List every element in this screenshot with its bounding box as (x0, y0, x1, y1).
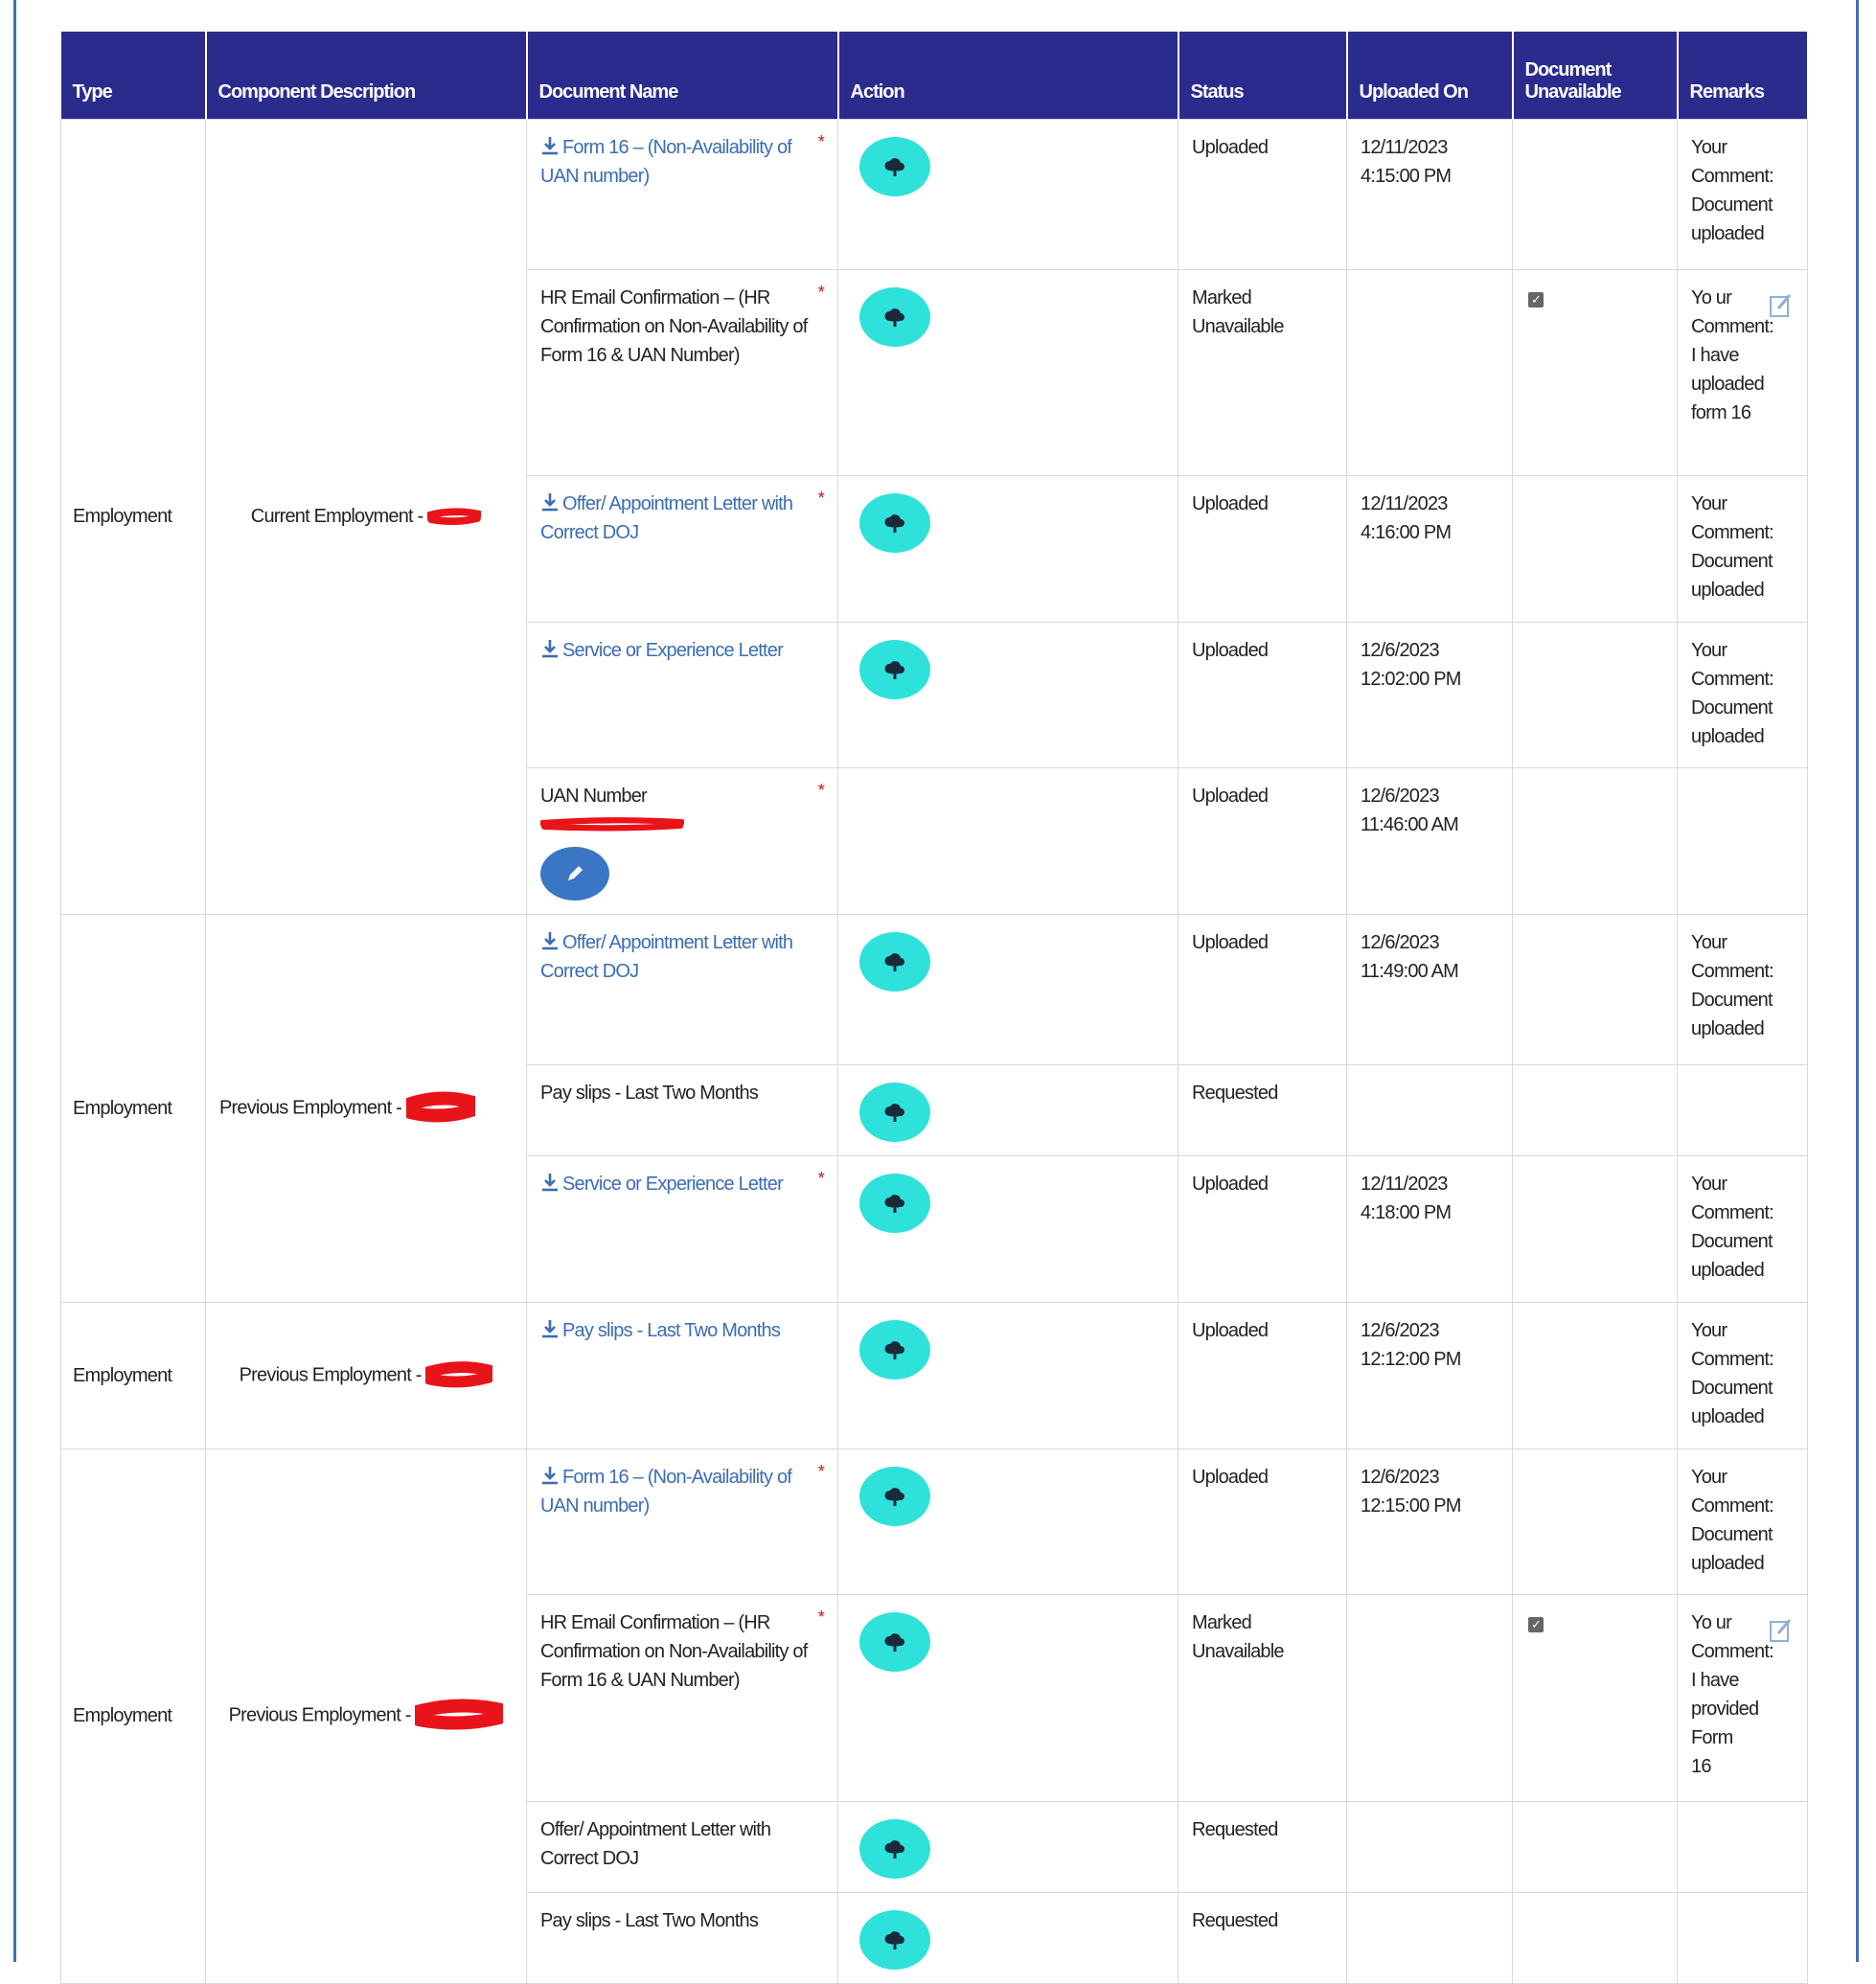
status-text: Uploaded (1192, 1466, 1269, 1488)
uploaded-on-cell (1347, 1594, 1513, 1801)
uploaded-time: 11:49:00 AM (1361, 960, 1459, 982)
uploaded-date: 12/6/2023 (1361, 785, 1439, 807)
document-name: HR Email Confirmation – (HR Confirmation on Non-Availability of Form 16 & UAN Number) (540, 286, 808, 366)
column-header-status: Status (1178, 32, 1347, 119)
remarks-text: Yo ur Comment: I have provided Form 16 (1691, 1611, 1773, 1777)
action-cell (838, 1892, 1178, 1983)
document-name-cell (527, 1064, 838, 1155)
table-row (61, 1448, 1808, 1594)
download-icon[interactable] (540, 1318, 560, 1339)
component-description-cell (206, 914, 527, 1302)
uploaded-on-cell (1347, 622, 1513, 767)
uploaded-time: 11:46:00 AM (1361, 813, 1459, 835)
download-icon[interactable] (540, 638, 560, 659)
required-asterisk: * (817, 282, 824, 302)
document-download-link[interactable]: Form 16 – (Non-Availability of UAN number) (540, 1466, 792, 1517)
document-download-link[interactable]: Form 16 – (Non-Availability of UAN number) (540, 136, 792, 187)
status-cell (1178, 1801, 1347, 1892)
remarks-cell (1678, 622, 1808, 767)
status-cell (1178, 1155, 1347, 1302)
redaction-mark (427, 507, 481, 528)
status-text: Uploaded (1192, 1173, 1269, 1195)
uploaded-time: 12:15:00 PM (1361, 1494, 1461, 1517)
component-description: Previous Employment - (219, 1096, 401, 1118)
document-name-cell (527, 119, 838, 269)
column-header-remarks: Remarks (1678, 32, 1808, 119)
type-cell (61, 1302, 206, 1448)
column-header-action: Action (838, 32, 1178, 119)
status-cell (1178, 1302, 1347, 1448)
redaction-mark (415, 1697, 503, 1735)
uploaded-date: 12/11/2023 (1361, 492, 1448, 514)
document-name-cell (527, 622, 838, 767)
uploaded-on-cell (1347, 1892, 1513, 1983)
uploaded-on-cell (1347, 269, 1513, 475)
uploaded-on-cell (1347, 1302, 1513, 1448)
uploaded-on-cell (1347, 1155, 1513, 1302)
status-text: Uploaded (1192, 136, 1269, 158)
document-unavailable-cell (1513, 119, 1678, 269)
component-description: Current Employment - (250, 506, 423, 527)
component-description: Previous Employment - (239, 1363, 422, 1385)
cloud-upload-icon (883, 1486, 906, 1507)
download-icon[interactable] (540, 930, 560, 951)
action-cell (838, 1155, 1178, 1302)
header-row (61, 32, 1808, 119)
uploaded-date: 12/6/2023 (1361, 1319, 1439, 1341)
column-header-uploaded-on: Uploaded On (1347, 32, 1513, 119)
document-name-cell (527, 1155, 838, 1302)
document-name-cell (527, 269, 838, 475)
document-unavailable-cell (1513, 1594, 1678, 1801)
remarks-cell (1678, 1892, 1808, 1983)
remarks-cell (1678, 269, 1808, 475)
status-cell (1178, 767, 1347, 914)
documents-table (60, 32, 1809, 1984)
document-name: Pay slips - Last Two Months (540, 1082, 759, 1104)
document-name-cell (527, 1801, 838, 1892)
uploaded-date: 12/6/2023 (1361, 639, 1439, 661)
remarks-text: Your Comment: Document uploaded (1691, 492, 1773, 601)
remarks-text: Your Comment: Document uploaded (1691, 1466, 1773, 1574)
document-name: UAN Number (540, 785, 647, 807)
status-text: Marked Unavailable (1192, 286, 1284, 337)
status-text: Uploaded (1192, 785, 1269, 807)
upload-button[interactable] (859, 1819, 930, 1879)
uploaded-on-cell (1347, 914, 1513, 1064)
status-cell (1178, 1448, 1347, 1594)
component-description: Previous Employment - (228, 1704, 411, 1726)
cloud-upload-icon (883, 513, 906, 534)
redaction-mark (425, 1359, 492, 1392)
status-text: Uploaded (1192, 931, 1269, 953)
type-label: Employment (73, 506, 172, 527)
action-cell (838, 767, 1178, 914)
remarks-cell (1678, 1155, 1808, 1302)
action-cell (838, 1302, 1178, 1448)
status-text: Uploaded (1192, 492, 1269, 514)
status-text: Requested (1192, 1909, 1278, 1931)
upload-button[interactable] (859, 1083, 930, 1142)
component-description-cell (206, 119, 527, 914)
document-download-link[interactable]: Service or Experience Letter (562, 1173, 783, 1195)
status-cell (1178, 914, 1347, 1064)
upload-button[interactable] (859, 1174, 930, 1233)
redaction-mark (406, 1089, 475, 1128)
unavailable-checkbox[interactable]: ✓ (1528, 1617, 1544, 1632)
document-unavailable-cell (1513, 1064, 1678, 1155)
component-description-cell (206, 1448, 527, 1983)
type-label: Employment (73, 1097, 172, 1119)
action-cell (838, 1594, 1178, 1801)
document-name-cell (527, 1302, 838, 1448)
remarks-cell (1678, 1302, 1808, 1448)
document-unavailable-cell (1513, 767, 1678, 914)
document-unavailable-cell (1513, 1892, 1678, 1983)
cloud-upload-icon (883, 1339, 906, 1360)
uploaded-on-cell (1347, 475, 1513, 622)
status-cell (1178, 1064, 1347, 1155)
document-name-cell (527, 1892, 838, 1983)
redaction-mark (540, 816, 684, 833)
pencil-icon (563, 862, 586, 885)
remarks-cell (1678, 119, 1808, 269)
upload-button[interactable] (859, 1612, 930, 1672)
remarks-cell (1678, 1448, 1808, 1594)
edit-uan-button[interactable] (540, 847, 609, 901)
document-download-link[interactable]: Service or Experience Letter (562, 639, 783, 661)
remarks-text: Your Comment: Document uploaded (1691, 639, 1773, 747)
remarks-cell (1678, 1064, 1808, 1155)
column-header-document-name: Document Name (527, 32, 838, 119)
document-download-link[interactable]: Offer/ Appointment Letter with Correct DOJ (540, 931, 793, 982)
table-row (61, 914, 1808, 1064)
uploaded-date: 12/11/2023 (1361, 136, 1448, 158)
uploaded-time: 4:16:00 PM (1361, 521, 1452, 543)
table-row (61, 119, 1808, 269)
cloud-upload-icon (883, 307, 906, 328)
upload-button[interactable] (859, 1467, 930, 1526)
uploaded-time: 12:02:00 PM (1361, 668, 1461, 690)
action-cell (838, 1448, 1178, 1594)
document-name: Pay slips - Last Two Months (540, 1909, 759, 1931)
status-text: Uploaded (1192, 639, 1269, 661)
uploaded-date: 12/11/2023 (1361, 1173, 1448, 1195)
document-unavailable-cell (1513, 475, 1678, 622)
document-name: Offer/ Appointment Letter with Correct DOJ (540, 1818, 771, 1869)
column-header-type: Type (61, 32, 206, 119)
cloud-upload-icon (883, 1193, 906, 1214)
document-name: HR Email Confirmation – (HR Confirmation on Non-Availability of Form 16 & UAN Number) (540, 1611, 808, 1691)
upload-button[interactable] (859, 932, 930, 992)
uploaded-date: 12/6/2023 (1361, 1466, 1439, 1488)
required-asterisk: * (817, 1461, 824, 1481)
cloud-upload-icon (883, 659, 906, 680)
uploaded-on-cell (1347, 1448, 1513, 1594)
upload-button[interactable] (859, 640, 930, 699)
action-cell (838, 622, 1178, 767)
document-unavailable-cell (1513, 1155, 1678, 1302)
document-name-cell (527, 1594, 838, 1801)
action-cell (838, 269, 1178, 475)
status-cell (1178, 1594, 1347, 1801)
uploaded-date: 12/6/2023 (1361, 931, 1439, 953)
document-name-cell (527, 767, 838, 914)
column-header-component-description: Component Description (206, 32, 527, 119)
remarks-cell (1678, 1594, 1808, 1801)
remarks-text: Your Comment: Document uploaded (1691, 1173, 1773, 1281)
type-cell (61, 914, 206, 1302)
upload-button[interactable] (859, 287, 930, 347)
document-unavailable-cell (1513, 1801, 1678, 1892)
document-download-link[interactable]: Pay slips - Last Two Months (562, 1319, 781, 1341)
download-icon[interactable] (540, 491, 560, 513)
uploaded-time: 12:12:00 PM (1361, 1348, 1461, 1370)
uploaded-on-cell (1347, 767, 1513, 914)
document-unavailable-cell (1513, 1448, 1678, 1594)
status-cell (1178, 269, 1347, 475)
document-name-cell (527, 914, 838, 1064)
status-text: Marked Unavailable (1192, 1611, 1284, 1662)
edit-remark-icon[interactable] (1769, 1616, 1794, 1643)
action-cell (838, 1801, 1178, 1892)
table-row (61, 1302, 1808, 1448)
download-icon[interactable] (540, 135, 560, 156)
cloud-upload-icon (883, 156, 906, 177)
required-asterisk: * (817, 1607, 824, 1627)
document-unavailable-cell (1513, 622, 1678, 767)
document-name-cell (527, 1448, 838, 1594)
type-label: Employment (73, 1705, 172, 1726)
upload-button[interactable] (859, 493, 930, 553)
action-cell (838, 1064, 1178, 1155)
document-unavailable-cell (1513, 269, 1678, 475)
cloud-upload-icon (883, 951, 906, 972)
uploaded-on-cell (1347, 119, 1513, 269)
column-header-document-unavailable: Document Unavailable (1513, 32, 1678, 119)
uploaded-on-cell (1347, 1801, 1513, 1892)
action-cell (838, 119, 1178, 269)
cloud-upload-icon (883, 1102, 906, 1123)
document-unavailable-cell (1513, 914, 1678, 1064)
type-label: Employment (73, 1364, 172, 1386)
remarks-cell (1678, 767, 1808, 914)
cloud-upload-icon (883, 1631, 906, 1653)
status-cell (1178, 622, 1347, 767)
status-text: Requested (1192, 1082, 1278, 1104)
component-description-cell (206, 1302, 527, 1448)
uploaded-time: 4:15:00 PM (1361, 165, 1452, 187)
remarks-cell (1678, 475, 1808, 622)
download-icon[interactable] (540, 1172, 560, 1193)
remarks-text: Your Comment: Document uploaded (1691, 136, 1773, 244)
remarks-text: Your Comment: Document uploaded (1691, 931, 1773, 1039)
status-cell (1178, 1892, 1347, 1983)
document-download-link[interactable]: Offer/ Appointment Letter with Correct DOJ (540, 492, 793, 543)
required-asterisk: * (817, 780, 824, 800)
remarks-text: Your Comment: Document uploaded (1691, 1319, 1773, 1427)
unavailable-checkbox[interactable]: ✓ (1528, 292, 1544, 308)
required-asterisk: * (817, 131, 824, 151)
document-name-cell (527, 475, 838, 622)
required-asterisk: * (817, 1168, 824, 1188)
action-cell (838, 914, 1178, 1064)
download-icon[interactable] (540, 1465, 560, 1486)
uploaded-time: 4:18:00 PM (1361, 1201, 1452, 1223)
status-text: Uploaded (1192, 1319, 1269, 1341)
action-cell (838, 475, 1178, 622)
type-cell (61, 119, 206, 914)
cloud-upload-icon (883, 1838, 906, 1859)
cloud-upload-icon (883, 1929, 906, 1950)
upload-button[interactable] (859, 1910, 930, 1970)
status-text: Requested (1192, 1818, 1278, 1840)
upload-button[interactable] (859, 137, 930, 196)
document-unavailable-cell (1513, 1302, 1678, 1448)
upload-button[interactable] (859, 1320, 930, 1380)
remarks-cell (1678, 914, 1808, 1064)
status-cell (1178, 475, 1347, 622)
remarks-cell (1678, 1801, 1808, 1892)
uploaded-on-cell (1347, 1064, 1513, 1155)
edit-remark-icon[interactable] (1769, 291, 1794, 318)
type-cell (61, 1448, 206, 1983)
required-asterisk: * (817, 488, 824, 508)
remarks-text: Yo ur Comment: I have uploaded form 16 (1691, 286, 1773, 423)
status-cell (1178, 119, 1347, 269)
